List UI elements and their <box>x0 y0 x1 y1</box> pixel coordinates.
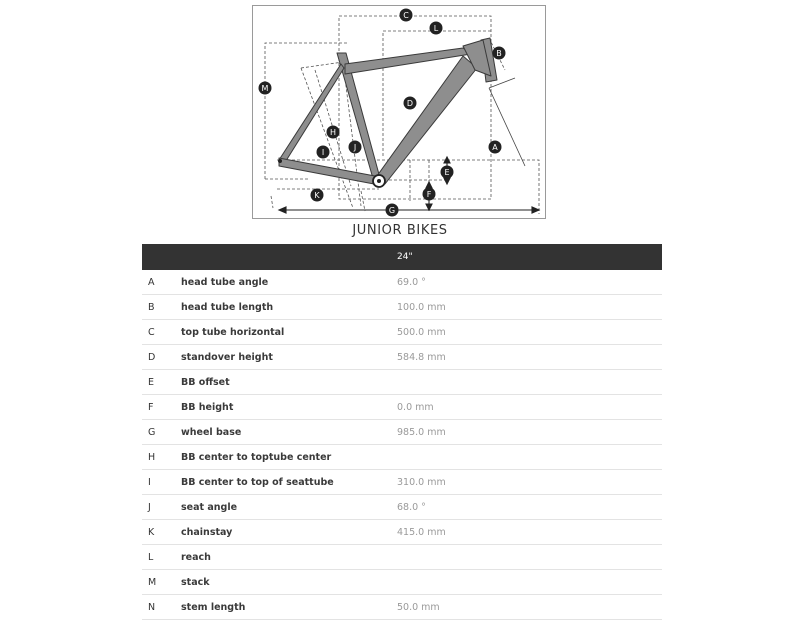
table-row <box>142 395 662 420</box>
svg-text:M: M <box>261 84 269 93</box>
row-letter: C <box>142 320 181 345</box>
row-value <box>397 370 662 395</box>
badge-d <box>404 97 417 110</box>
svg-text:F: F <box>426 190 432 199</box>
svg-text:G: G <box>388 206 396 215</box>
row-value: 500.0 mm <box>397 320 662 345</box>
row-measurement-name: seat angle <box>181 495 397 520</box>
geometry-table <box>142 244 662 620</box>
badge-a <box>489 141 502 154</box>
header-size-24: 24" <box>397 244 662 270</box>
badge-k <box>311 189 324 202</box>
row-value: 310.0 mm <box>397 470 662 495</box>
badge-h <box>327 126 340 139</box>
table-row <box>142 445 662 470</box>
svg-text:A: A <box>492 143 498 152</box>
section-title: JUNIOR BIKES <box>352 223 448 238</box>
row-letter: M <box>142 570 181 595</box>
badge-i <box>317 146 330 159</box>
badge-l <box>430 22 443 35</box>
frame-geometry-diagram <box>252 5 546 219</box>
bottom-bracket-center <box>377 179 381 183</box>
svg-text:B: B <box>496 49 502 58</box>
row-letter: J <box>142 495 181 520</box>
svg-text:E: E <box>444 168 450 177</box>
row-measurement-name: BB center to top of seattube <box>181 470 397 495</box>
table-header-row <box>142 244 662 270</box>
svg-text:H: H <box>329 128 337 137</box>
badge-j <box>349 141 362 154</box>
row-value <box>397 445 662 470</box>
row-letter: G <box>142 420 181 445</box>
svg-text:K: K <box>314 191 320 200</box>
table-row <box>142 570 662 595</box>
bike-frame <box>279 38 497 184</box>
table-row <box>142 270 662 295</box>
row-value: 415.0 mm <box>397 520 662 545</box>
badge-f <box>423 188 436 201</box>
svg-text:J: J <box>353 143 357 152</box>
row-letter: F <box>142 395 181 420</box>
row-value: 0.0 mm <box>397 395 662 420</box>
svg-text:I: I <box>321 148 325 157</box>
table-row <box>142 295 662 320</box>
row-letter: B <box>142 295 181 320</box>
row-value: 100.0 mm <box>397 295 662 320</box>
row-measurement-name: wheel base <box>181 420 397 445</box>
header-name-col <box>181 244 397 270</box>
row-letter: E <box>142 370 181 395</box>
row-value <box>397 545 662 570</box>
row-letter: L <box>142 545 181 570</box>
row-value <box>397 570 662 595</box>
row-letter: A <box>142 270 181 295</box>
measurement-guides <box>265 16 539 214</box>
table-row <box>142 520 662 545</box>
row-value: 50.0 mm <box>397 595 662 620</box>
table-row <box>142 495 662 520</box>
badge-c <box>400 9 413 22</box>
table-row <box>142 545 662 570</box>
table-row <box>142 420 662 445</box>
badge-m <box>259 82 272 95</box>
svg-text:C: C <box>403 11 409 20</box>
row-measurement-name: BB offset <box>181 370 397 395</box>
row-letter: I <box>142 470 181 495</box>
header-letter-col <box>142 244 181 270</box>
row-measurement-name: head tube angle <box>181 270 397 295</box>
row-value: 584.8 mm <box>397 345 662 370</box>
badge-g <box>386 204 399 217</box>
table-row <box>142 370 662 395</box>
row-measurement-name: stack <box>181 570 397 595</box>
row-measurement-name: head tube length <box>181 295 397 320</box>
row-value: 68.0 ° <box>397 495 662 520</box>
row-value: 69.0 ° <box>397 270 662 295</box>
frame-geometry-svg <box>253 6 545 218</box>
badge-e <box>441 166 454 179</box>
row-letter: D <box>142 345 181 370</box>
row-measurement-name: chainstay <box>181 520 397 545</box>
svg-text:L: L <box>433 24 439 33</box>
svg-text:D: D <box>406 99 414 108</box>
row-measurement-name: BB center to toptube center <box>181 445 397 470</box>
table-row <box>142 320 662 345</box>
row-measurement-name: reach <box>181 545 397 570</box>
badge-b <box>493 47 506 60</box>
table-row <box>142 470 662 495</box>
table-row <box>142 345 662 370</box>
row-measurement-name: stem length <box>181 595 397 620</box>
table-row <box>142 595 662 620</box>
row-letter: H <box>142 445 181 470</box>
row-measurement-name: BB height <box>181 395 397 420</box>
rear-dropout <box>278 159 282 163</box>
row-value: 985.0 mm <box>397 420 662 445</box>
row-measurement-name: standover height <box>181 345 397 370</box>
row-measurement-name: top tube horizontal <box>181 320 397 345</box>
row-letter: N <box>142 595 181 620</box>
row-letter: K <box>142 520 181 545</box>
